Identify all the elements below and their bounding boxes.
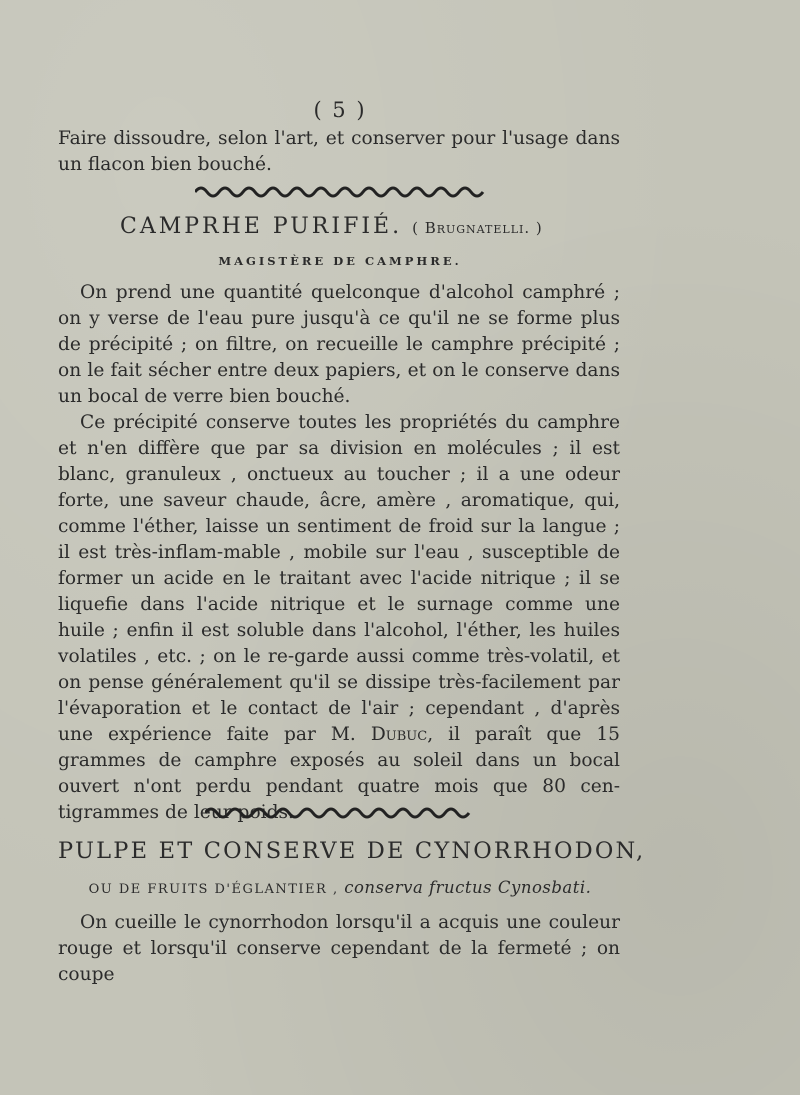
section2-title: PULPE ET CONSERVE DE CYNORRHODON,: [58, 838, 646, 864]
section2-body: [58, 910, 620, 988]
section1-heading: [120, 214, 640, 239]
fleuron-ornament-icon: [0, 806, 680, 824]
opening-text: Faire dissoudre, selon l'art, et conserver pour l'usage dans un flacon bien bouché.: [58, 128, 620, 175]
section2-subtitle-latin: conserva fructus Cynosbati.: [344, 878, 592, 897]
section2-subtitle-plain: OU DE FRUITS D'ÉGLANTIER ,: [88, 882, 339, 897]
section1-subtitle: MAGISTÈRE DE CAMPHRE.: [218, 254, 462, 268]
section2-paragraph1: On cueille le cynorrhodon lorsqu'il a acquis une couleur rouge et lorsqu'il conserve cependant de la fermeté ; on coupe: [58, 912, 620, 985]
section1-title: CAMPRHE PURIFIÉ.: [120, 214, 403, 239]
section2-subtitle: [0, 878, 680, 897]
section1-paragraph2: Ce précipité conserve toutes les propriétés du camphre et n'en diffère que par sa division en molécules ; il est blanc, granuleux , onctueux au toucher ; il a une odeur forte, une saveur chaude, âcre, amère , aromatique, qui, comme l'éther, laisse un sentiment de froid sur la langue ; il est très-inflam-mable , mobile sur l'eau , susceptible de former un acide en le traitant avec l'acide nitrique ; il se liquefie dans l'acide nitrique et le surnage comme une huile ; enfin il est soluble dans l'alcohol, l'éther, les huiles volatiles , etc. ; on le re-garde aussi comme très-volatil, et on pense généralement qu'il se dissipe très-facilement par l'évaporation et le contact de l'air ; cependant , d'après une expérience faite par M. Dubuc, il paraît que 15 grammes de camphre exposés au soleil dans un bocal ouvert n'ont perdu pendant quatre mois que 80 cen-tigrammes de leur poids.: [58, 412, 621, 823]
section1-author: ( Brugnatelli. ): [412, 219, 543, 237]
section1-body: [58, 280, 620, 826]
author-name: Dubuc: [370, 724, 428, 745]
page-number: ( 5 ): [313, 98, 367, 122]
fleuron-ornament-icon: [0, 185, 680, 203]
opening-paragraph: [58, 126, 620, 178]
section1-paragraph1: On prend une quantité quelconque d'alcohol camphré ; on y verse de l'eau pure jusqu'à ce qu'il ne se forme plus de précipité ; on filtre, on recueille le camphre précipité ; on le fait sécher entre deux papiers, et on le conserve dans un bocal de verre bien bouché.: [58, 282, 620, 407]
